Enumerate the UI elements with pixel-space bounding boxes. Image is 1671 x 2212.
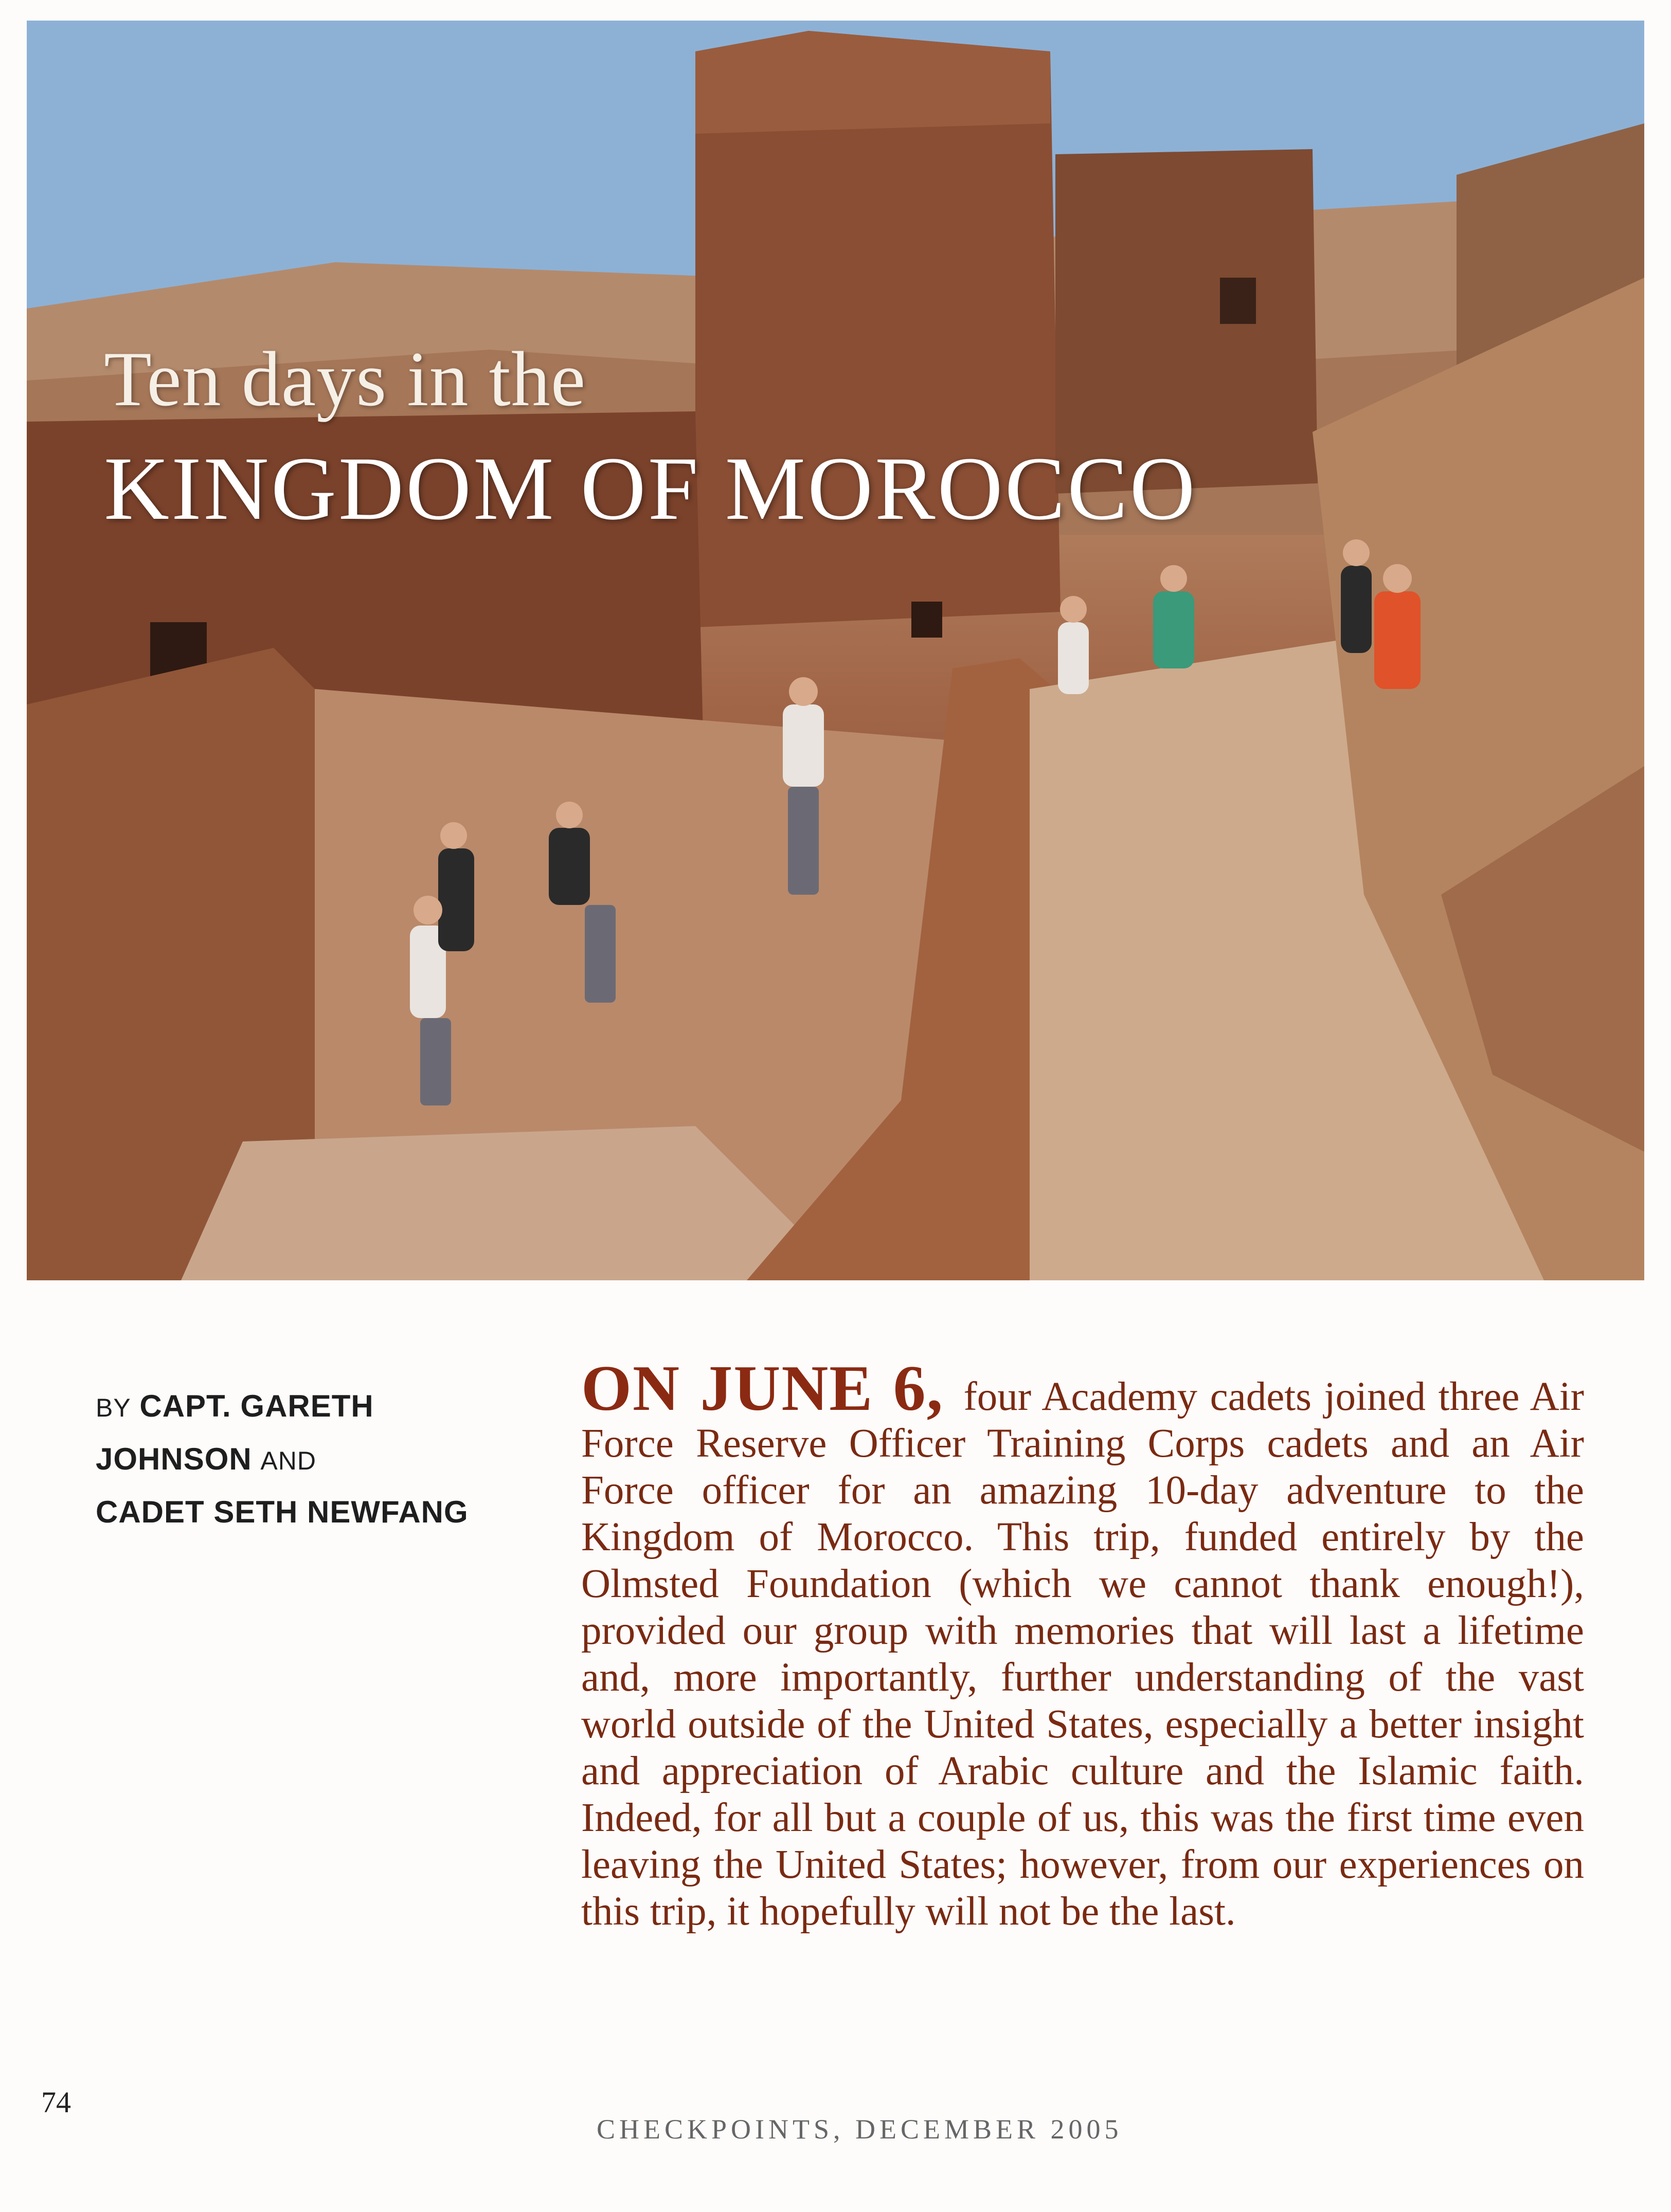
article-lead-in: ON JUNE 6, — [581, 1353, 964, 1424]
author-2: CADET SETH NEWFANG — [96, 1495, 469, 1529]
author-1: CAPT. GARETH JOHNSON — [96, 1389, 374, 1476]
kasbah-illustration — [27, 21, 1644, 1280]
headline-line-1: Ten days in the — [104, 336, 586, 422]
article-body — [581, 1353, 1584, 1935]
publication-footer: CHECKPOINTS, DECEMBER 2005 — [597, 2114, 1123, 2145]
byline-by: BY — [96, 1393, 131, 1422]
page-number: 74 — [41, 2086, 71, 2119]
byline — [96, 1381, 523, 1538]
article-text: four Academy cadets joined three Air Force Reserve Officer Training Corps cadets and an Air Force officer for an amazing 10-day adventure to the Kingdom of Morocco. This trip, funded entirely by the Olmsted Foundation (which we cannot thank enough!), provided our group with memories that will last a lifetime and, more importantly, further understanding of the vast world outside of the United States, especially a better insight and appreciation of Arabic culture and the Islamic faith. Indeed, for all but a couple of us, this was the first time even leaving the United States; however, from our experiences on this trip, it hopefully will not be the last. — [581, 1374, 1584, 1934]
headline-line-2: KINGDOM OF MOROCCO — [104, 439, 1197, 539]
hero-photo — [27, 21, 1644, 1280]
byline-and: AND — [260, 1446, 316, 1475]
